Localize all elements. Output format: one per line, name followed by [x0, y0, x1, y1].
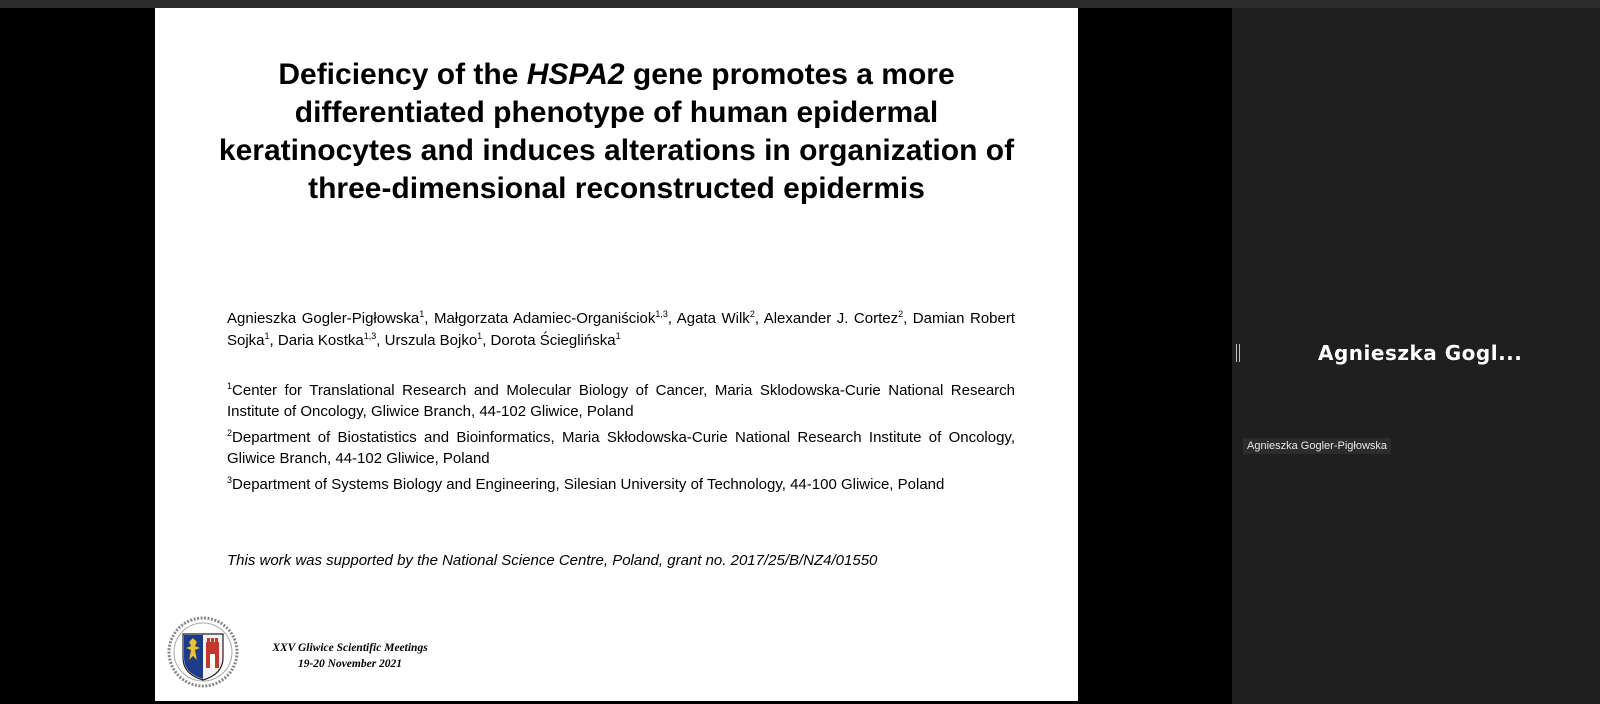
author-affiliation-marker: 2	[749, 309, 755, 319]
author-name: Małgorzata Adamiec-Organiściok	[433, 310, 656, 327]
slide-title	[215, 56, 1018, 208]
author-separator: ,	[903, 310, 913, 327]
author-affiliation-marker: 2	[898, 309, 904, 319]
affiliation-marker: 1	[227, 381, 233, 391]
author-affiliation-marker: 1	[419, 309, 425, 319]
panel-resize-handle[interactable]	[1236, 344, 1237, 362]
affiliation-text: Department of Biostatistics and Bioinformatics, Maria Skłodowska-Curie National Research Institute of Oncology, Gliwice Branch, 44-102 Gliwice, Poland	[227, 429, 1015, 467]
author-list	[227, 308, 1015, 352]
affiliation-item	[227, 427, 1015, 469]
author-affiliation-marker: 1	[615, 331, 621, 341]
affiliation-text: Center for Translational Research and Molecular Biology of Cancer, Maria Sklodowska-Curie National Research Institute of Oncology, Gliwice Branch, 44-102 Gliwice, Poland	[227, 382, 1015, 420]
affiliation-text: Department of Systems Biology and Engineering, Silesian University of Technology, 44-100 Gliwice, Poland	[232, 476, 945, 493]
author-separator: ,	[754, 310, 764, 327]
participant-name-tag: Agnieszka Gogler-Pigłowska	[1243, 438, 1391, 454]
active-speaker-name[interactable]: Agnieszka Gogl...	[1318, 341, 1523, 365]
title-text-end: gene promotes a more differentiated phenotype of human epidermal keratinocytes and induces alterations in organization of three-dimensional reconstructed epidermis	[218, 58, 1015, 205]
author-affiliation-marker: 1,3	[655, 309, 668, 319]
meeting-date: 19-20 November 2021	[297, 658, 403, 670]
author-name: Daria Kostka	[277, 332, 364, 349]
author-separator: ,	[482, 332, 491, 349]
funding-statement: This work was supported by the National Science Centre, Poland, grant no. 2017/25/B/NZ4/01550	[227, 552, 878, 569]
author-affiliation-marker: 1	[477, 331, 483, 341]
affiliation-marker: 3	[227, 475, 233, 485]
presentation-slide	[155, 8, 1078, 701]
author-name: Alexander J. Cortez	[763, 310, 899, 327]
window-top-bar	[0, 0, 1600, 8]
author-separator: ,	[667, 310, 677, 327]
screen-share-area	[0, 8, 1232, 704]
author-name: Damian Robert Sojka	[227, 310, 1016, 349]
author-separator: ,	[376, 332, 385, 349]
meeting-name: XXV Gliwice Scientific Meetings	[272, 642, 428, 654]
title-gene-name: HSPA2	[526, 58, 625, 91]
author-separator: ,	[424, 310, 434, 327]
author-name: Urszula Bojko	[384, 332, 478, 349]
coat-of-arms-logo	[167, 616, 239, 688]
affiliation-list	[227, 380, 1015, 500]
author-separator: ,	[269, 332, 278, 349]
panel-resize-handle-line[interactable]	[1239, 344, 1240, 362]
participant-panel	[1232, 8, 1600, 704]
author-affiliation-marker: 1	[264, 331, 270, 341]
affiliation-item	[227, 380, 1015, 422]
title-text-start: Deficiency of the	[278, 58, 527, 91]
affiliation-item	[227, 474, 1015, 495]
meeting-caption	[255, 640, 445, 672]
author-name: Dorota Ścieglińska	[490, 332, 616, 349]
author-affiliation-marker: 1,3	[363, 331, 377, 341]
affiliation-marker: 2	[227, 428, 233, 438]
author-name: Agata Wilk	[676, 310, 750, 327]
author-name: Agnieszka Gogler-Pigłowska	[227, 310, 420, 327]
